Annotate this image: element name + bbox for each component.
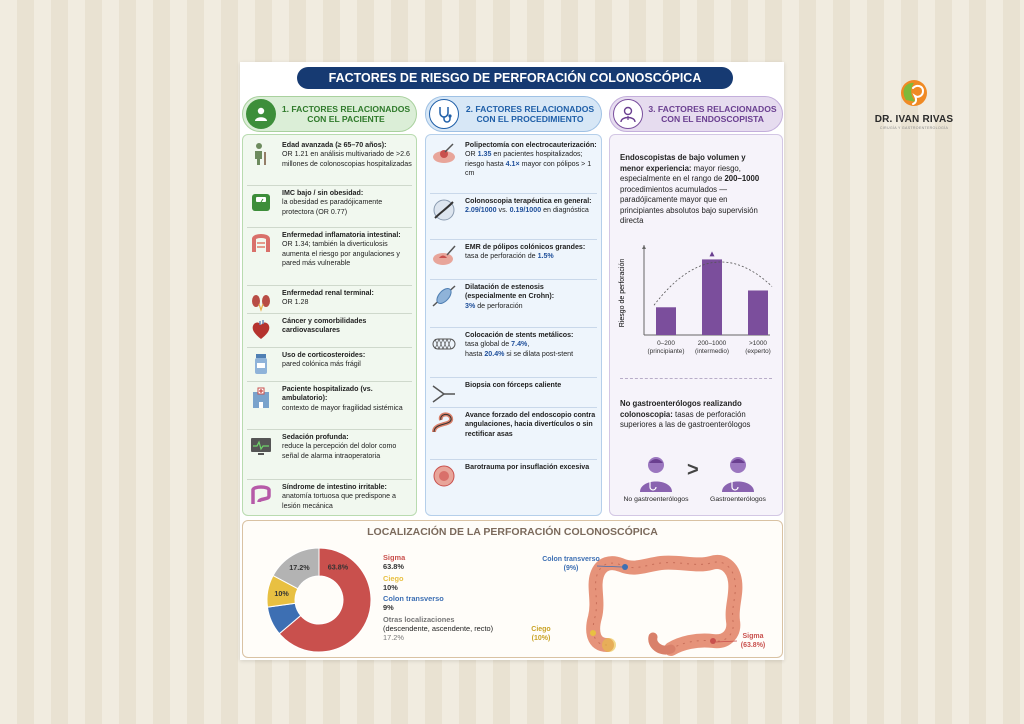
patient-factor-item [247, 382, 412, 430]
factor-description: reduce la percepción del dolor como señal de alarma intraoperatoria [282, 442, 397, 460]
sigma-label: Sigma [742, 633, 764, 640]
patient-factor-item [247, 186, 412, 228]
column-title-endoscopist: 3. FACTORES RELACIONADOS CON EL ENDOSCOPISTA [648, 103, 777, 124]
peak-arrow-icon [710, 251, 715, 256]
logo-subtitle: CIRUGÍA Y GASTROENTEROLOGÍA [879, 126, 949, 130]
procedure-factor-item [430, 378, 597, 408]
legend-item: Sigma 63.8% [383, 553, 406, 572]
infographic [240, 62, 784, 660]
patient-factor-item [247, 286, 412, 314]
factor-description: OR 1.34; también la diverticulosis aumenta el riesgo por angulaciones y pared más vulnerable [282, 240, 400, 268]
donut-inner-label: 10% [274, 588, 289, 598]
column-title-patient: 1. FACTORES RELACIONADOS CON EL PACIENTE [281, 103, 411, 124]
factor-heading: IMC bajo / sin obesidad: [282, 189, 364, 197]
patient-factor-item [247, 348, 412, 382]
medication-bottle-icon [247, 351, 275, 377]
x-tick-label: 0–200 [657, 340, 675, 347]
ciego-marker [590, 630, 596, 636]
patient-factor-item [247, 228, 412, 286]
ciego-pct: (10%) [531, 635, 551, 642]
factor-heading: Uso de corticosteroides: [282, 351, 366, 359]
factor-heading: Paciente hospitalizado (vs. ambulatorio): [282, 385, 373, 403]
perforation-location-section [242, 520, 783, 658]
kidneys-icon [247, 289, 275, 315]
factor-description: contexto de mayor fragilidad sistémica [282, 403, 403, 412]
x-tick-label: (intermedio) [694, 348, 730, 355]
bar [702, 259, 722, 335]
procedure-factor-item [430, 408, 597, 460]
divider [620, 378, 772, 379]
page-title: FACTORES DE RIESGO DE PERFORACIÓN COLONOSCÓPICA [297, 67, 733, 89]
monitor-icon [247, 433, 275, 459]
experience-risk-chart [610, 231, 784, 371]
weight-scale-icon [247, 189, 275, 215]
logo [866, 76, 962, 132]
factor-heading: Polipectomía con electrocauterización: [465, 141, 597, 149]
endoscopist-factors-panel [609, 134, 783, 516]
logo-mark-icon [866, 76, 962, 116]
factor-heading: Edad avanzada (≥ 65–70 años): [282, 141, 387, 149]
emr-icon [430, 243, 458, 269]
person-icon [246, 99, 276, 129]
sigma-pct: (63.8%) [740, 642, 766, 649]
endoscope-icon [430, 197, 458, 223]
doctor-left-label: No gastroenterólogos [623, 496, 689, 503]
y-axis-label: Riesgo de perforación [619, 258, 626, 328]
doctor-right-icon [718, 452, 758, 492]
transverso-pct: (9%) [563, 565, 579, 572]
factor-heading: EMR de pólipos colónicos grandes: [465, 243, 586, 251]
location-donut-chart [261, 545, 377, 655]
donut-inner-label: 63.8% [327, 562, 349, 572]
factor-description: OR 1.21 en análisis multivariado de >2.6 millones de colonoscopias hospitalizadas [282, 150, 412, 168]
procedure-factor-item: EMR de pólipos colónicos grandes: tasa de perforación de 1.5% [430, 240, 597, 280]
factor-heading: Cáncer y comorbilidades cardiovasculares [282, 317, 367, 335]
x-tick-label: (principiante) [647, 348, 685, 355]
greater-than-sign: > [687, 459, 699, 481]
elderly-person-icon [247, 141, 275, 167]
patient-factors-panel [242, 134, 417, 516]
balloon-dilation-icon [430, 283, 458, 309]
x-tick-label: 200–1000 [697, 340, 727, 347]
procedure-factor-item [430, 460, 597, 502]
column-header-patient [242, 96, 417, 132]
hospital-icon [247, 385, 275, 411]
doctor-right-label: Gastroenterólogos [710, 496, 766, 503]
donut-inner-label: 17.2% [289, 562, 310, 572]
procedure-factor-item: Dilatación de estenosis (especialmente en Crohn): 3% de perforación [430, 280, 597, 328]
bar [748, 290, 768, 335]
forceps-icon [430, 381, 458, 407]
legend-item: Otras localizaciones (descendente, ascendente, recto) 17.2% [383, 614, 494, 642]
factor-heading: Avance forzado del endoscopio contra angulaciones, hacia divertículos o sin rectificar asas [465, 411, 596, 438]
factor-description: pared colónica más frágil [282, 360, 361, 369]
procedure-factors-panel [425, 134, 602, 516]
factor-description: OR 1.28 [282, 298, 309, 307]
heart-icon [247, 317, 275, 343]
factor-heading: Colonoscopia terapéutica en general: [465, 197, 592, 205]
column-header-procedure [425, 96, 602, 132]
looped-scope-icon [430, 411, 458, 437]
transverso-label: Colon transverso [542, 556, 600, 563]
colon-anatomy-illustration [511, 545, 779, 657]
doctor-left-icon [636, 452, 676, 492]
low-volume-heading: Endoscopistas de bajo volumen y menor experiencia: [620, 153, 746, 173]
procedure-factor-item: Polipectomía con electrocauterización: OR 1.35 en pacientes hospitalizados; riesgo hasta 4.1× mayor con pólipos > 1 cm [430, 138, 597, 194]
patient-factor-item [247, 314, 412, 348]
donut-legend [383, 553, 501, 644]
procedure-factor-item: Colocación de stents metálicos: tasa global de 7.4%, hasta 20.4% si se dilata post-stent [430, 328, 597, 378]
sigma-marker [710, 638, 716, 644]
logo-name: DR. IVAN RIVAS [874, 114, 954, 125]
factor-heading: Biopsia con fórceps caliente [465, 381, 562, 389]
legend-item: Ciego 10% [383, 573, 404, 592]
section-title: LOCALIZACIÓN DE LA PERFORACIÓN COLONOSCÓPICA [367, 526, 658, 538]
y-axis-arrow-icon [642, 245, 646, 249]
bar [656, 307, 676, 335]
factor-description: la obesidad es paradójicamente protectora (OR 0.77) [282, 198, 383, 216]
tortuous-colon-icon [247, 483, 275, 509]
stent-icon [430, 331, 458, 357]
legend-item: Colon transverso 9% [383, 594, 444, 613]
factor-heading: Enfermedad renal terminal: [282, 289, 374, 297]
patient-factor-item [247, 138, 412, 186]
factor-heading: Síndrome de intestino irritable: [282, 483, 387, 491]
insufflation-icon [430, 463, 458, 489]
low-volume-text: Endoscopistas de bajo volumen y menor experiencia: mayor riesgo, especialmente en el rango de 200–1000 procedimientos acumulados — paradójicamente mayor que en principiantes absolutos bajo supervisión directa [620, 153, 760, 226]
factor-heading: Barotrauma por insuflación excesiva [465, 463, 590, 471]
x-tick-label: >1000 [749, 340, 767, 347]
procedure-factor-item: Colonoscopia terapéutica en general: 2.09/1000 vs. 0.19/1000 en diagnóstica [430, 194, 597, 240]
factor-heading: Dilatación de estenosis (especialmente en Crohn): [465, 283, 555, 301]
patient-factor-item [247, 430, 412, 480]
stethoscope-icon [429, 99, 459, 129]
transverso-marker [622, 564, 628, 570]
factor-heading: Enfermedad inflamatoria intestinal: [282, 231, 401, 239]
ciego-label: Ciego [531, 626, 551, 633]
column-title-procedure: 2. FACTORES RELACIONADOS CON EL PROCEDIMIENTO [465, 103, 595, 124]
intestine-icon [247, 231, 275, 257]
patient-factor-item [247, 480, 412, 518]
polyp-snare-icon [430, 141, 458, 167]
column-header-endoscopist [609, 96, 783, 132]
factor-heading: Colocación de stents metálicos: [465, 331, 574, 339]
factor-heading: Sedación profunda: [282, 433, 349, 441]
non-gastro-text: No gastroenterólogos realizando colonoscopia: tasas de perforación superiores a las de gastroenterólogos [620, 399, 751, 430]
x-tick-label: (experto) [745, 348, 771, 355]
doctor-icon [613, 99, 643, 129]
factor-description: anatomía tortuosa que predispone a lesión mecánica [282, 492, 396, 510]
